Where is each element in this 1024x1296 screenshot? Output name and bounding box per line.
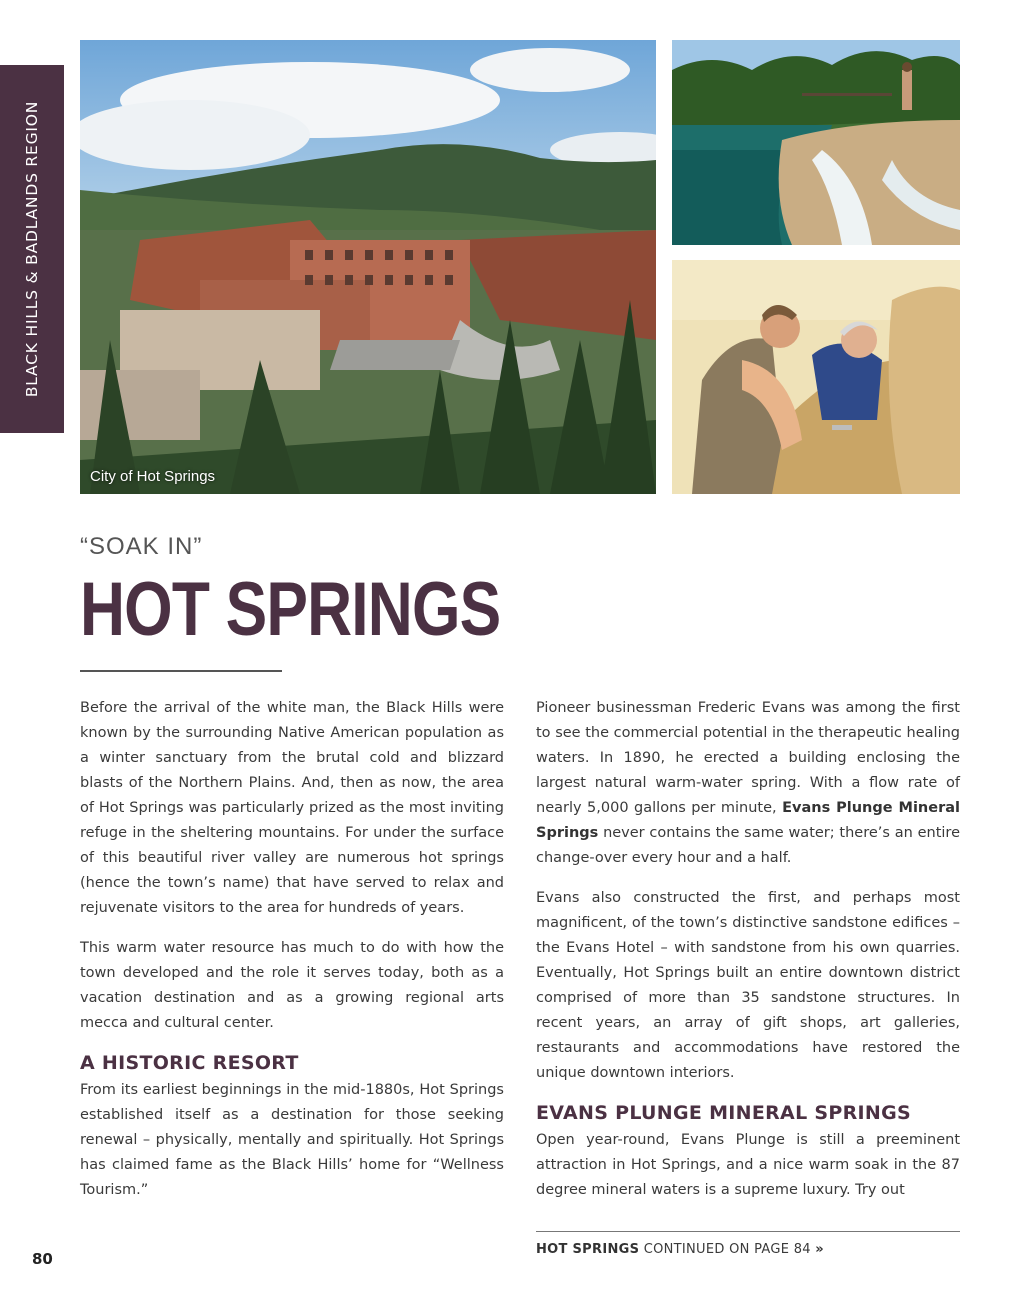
photo-caption: City of Hot Springs [90,468,216,485]
bold-text: Evans Plunge Mineral Springs [536,800,960,841]
section-label: BLACK HILLS & BADLANDS REGION [23,100,41,398]
continued-arrow: » [815,1242,824,1257]
continued-notice [536,1242,824,1257]
continued-title: HOT SPRINGS [536,1242,640,1257]
paragraph: Evans also constructed the first, and perhaps most magnificent, of the town’s distinctive sandstone edifices – the Evans Hotel – with sandstone from his own quarries. Eventually, Hot Springs built an entire downtown district comprised of more than 35 sandstone structures. In recent years, an array of gift shops, art galleries, restaurants and accommodations have restored the unique downtown interiors. [536,890,960,1081]
text-run: Pioneer businessman Frederic Evans was among the first to see the commercial potential in the therapeutic healing waters. In 1890, he erected a building enclosing the largest natural warm-water spring. With a flow rate of nearly 5,000 gallons per minute, [536,700,960,816]
excavation-photo [672,260,960,494]
paragraph [536,696,960,871]
paragraph: From its earliest beginnings in the mid-1880s, Hot Springs established itself as a destination for those seeking renewal – physically, mentally and spiritually. Hot Springs has claimed fame as the Black Hills’ home for “Wellness Tourism.” [80,1082,504,1198]
city-photo [80,40,656,494]
paragraph: Open year-round, Evans Plunge is still a preeminent attraction in Hot Springs, and a nice warm soak in the 87 degree mineral waters is a supreme luxury. Try out [536,1132,960,1198]
page-number: 80 [32,1250,53,1268]
paragraph: This warm water resource has much to do with how the town developed and the role it serves today, both as a vacation destination and as a growing regional arts mecca and cultural center. [80,940,504,1031]
text-run: never contains the same water; there’s an entire change-over every hour and a half. [536,825,960,866]
title-divider [80,670,282,672]
kicker: “SOAK IN” [80,533,203,560]
footer-divider [536,1231,960,1232]
right-column [536,696,960,1218]
waterfall-photo [672,40,960,245]
left-column [80,696,504,1218]
section-heading: EVANS PLUNGE MINERAL SPRINGS [536,1102,911,1124]
page-title: HOT SPRINGS [80,567,501,652]
continued-text: CONTINUED ON PAGE 84 [639,1242,816,1257]
paragraph: Before the arrival of the white man, the Black Hills were known by the surrounding Native American population as a winter sanctuary from the brutal cold and blizzard blasts of the Northern Plains. And, then as now, the area of Hot Springs was particularly prized as the most inviting refuge in the sheltering mountains. For under the surface of this beautiful river valley are numerous hot springs (hence the town’s name) that have served to relax and rejuvenate visitors to the area for hundreds of years. [80,700,504,916]
section-side-tab [0,65,64,433]
section-heading: A HISTORIC RESORT [80,1052,299,1074]
